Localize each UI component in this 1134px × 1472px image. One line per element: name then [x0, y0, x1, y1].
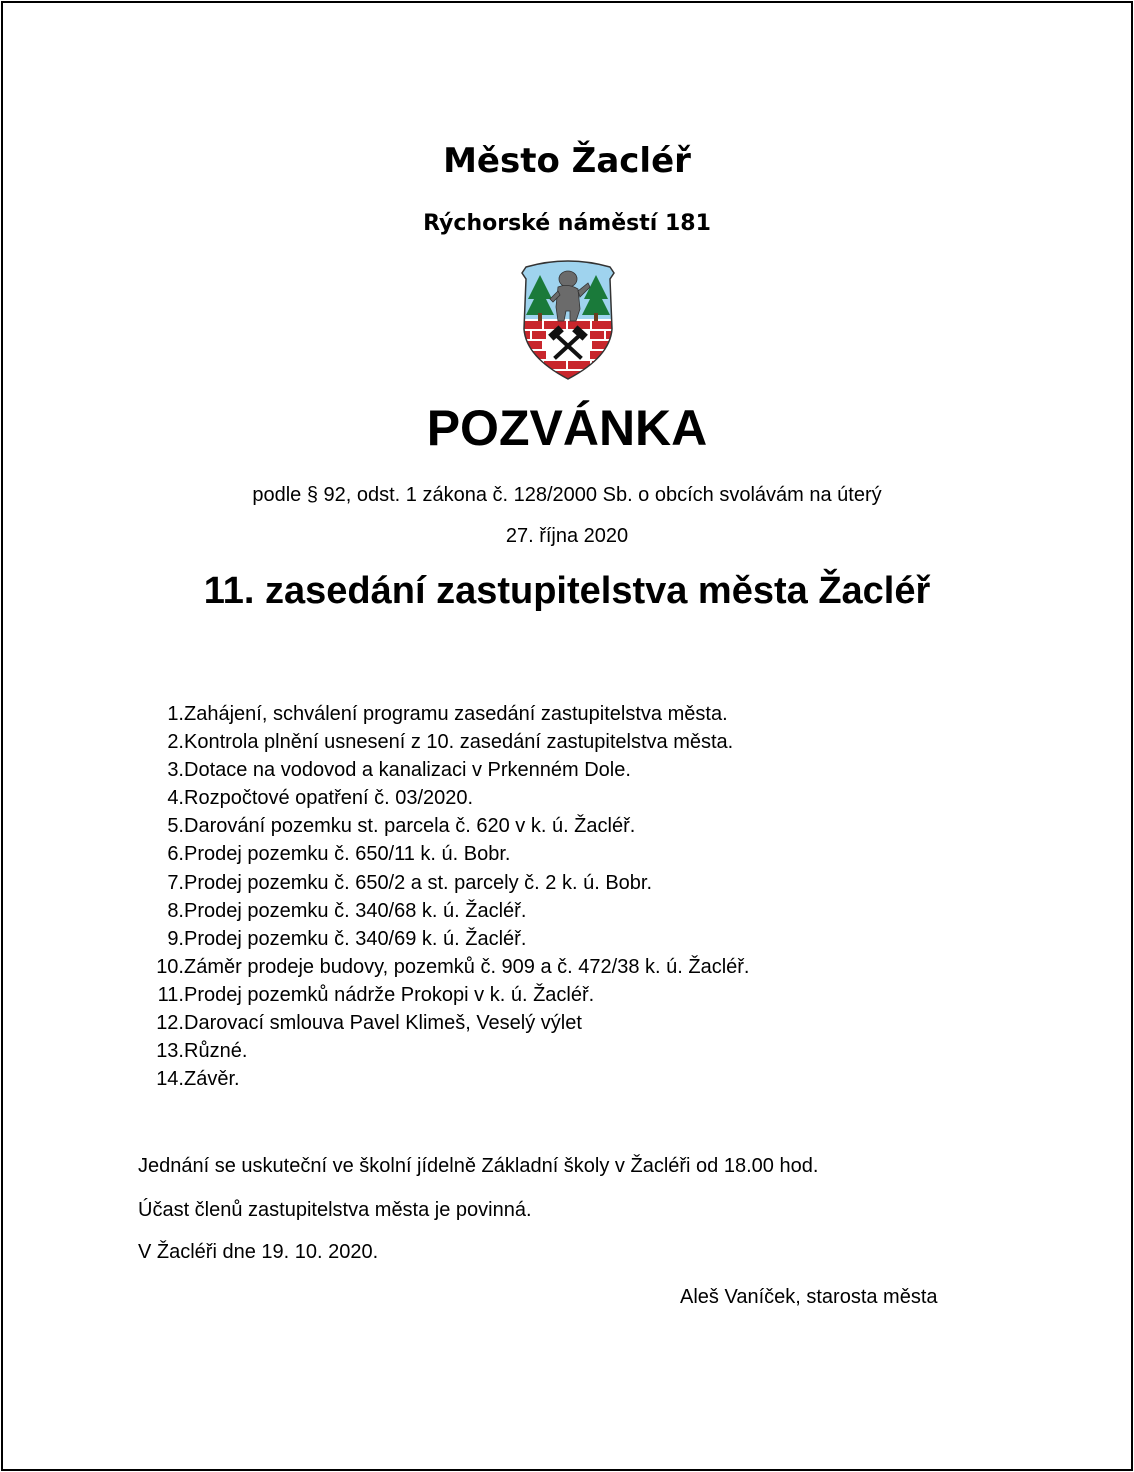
signature: Aleš Vaníček, starosta města — [680, 1286, 938, 1308]
agenda-item — [135, 981, 749, 1009]
agenda-item-label: Prodej pozemku č. 340/68 k. ú. Žacléř. — [184, 899, 527, 922]
agenda-item-number: 14. — [156, 1068, 184, 1091]
agenda-item — [135, 869, 749, 897]
agenda-item — [135, 840, 749, 868]
agenda-item-label: Dotace na vodovod a kanalizaci v Prkenném Dole. — [184, 759, 631, 782]
agenda-item-number: 7. — [167, 871, 184, 894]
agenda-list — [135, 700, 749, 1093]
agenda-item — [135, 728, 749, 756]
agenda-item-number: 3. — [167, 759, 184, 782]
agenda-item-label: Záměr prodeje budovy, pozemků č. 909 a č. 472/38 k. ú. Žacléř. — [184, 955, 750, 978]
agenda-item-label: Různé. — [184, 1040, 248, 1063]
agenda-item-number: 1. — [167, 703, 184, 725]
agenda-item — [135, 784, 749, 812]
agenda-item-label: Prodej pozemku č. 340/69 k. ú. Žacléř. — [184, 927, 527, 950]
city-address: Rýchorské náměstí 181 — [423, 211, 711, 236]
agenda-item-number: 8. — [167, 899, 184, 922]
agenda-item-label: Prodej pozemku č. 650/11 k. ú. Bobr. — [184, 843, 511, 866]
agenda-item-number: 2. — [167, 731, 184, 754]
venue-text: Jednání se uskuteční ve školní jídelně Základní školy v Žacléři od 18.00 hod. — [138, 1155, 819, 1177]
agenda-item-label: Zahájení, schválení programu zasedání zastupitelstva města. — [184, 703, 728, 725]
document-title: POZVÁNKA — [426, 400, 708, 456]
session-title: 11. zasedání zastupitelstva města Žacléř — [203, 570, 931, 612]
agenda-item-label: Darování pozemku st. parcela č. 620 v k. ú. Žacléř. — [184, 815, 636, 838]
agenda-item — [135, 700, 749, 728]
agenda-item-label: Rozpočtové opatření č. 03/2020. — [184, 787, 474, 810]
city-name: Město Žacléř — [443, 141, 691, 181]
agenda-item-number: 10. — [156, 955, 184, 978]
agenda-item — [135, 1009, 749, 1037]
meeting-date: 27. října 2020 — [505, 525, 629, 547]
attendance-text: Účast členů zastupitelstva města je povinná. — [138, 1199, 532, 1221]
agenda-item-label: Prodej pozemků nádrže Prokopi v k. ú. Žacléř. — [184, 983, 595, 1006]
agenda-item-label: Závěr. — [184, 1068, 240, 1091]
agenda-item — [135, 953, 749, 981]
agenda-item-text — [184, 700, 728, 728]
agenda-item — [135, 925, 749, 953]
agenda-item-number: 13. — [156, 1040, 184, 1063]
agenda-item-number: 6. — [167, 843, 184, 866]
agenda-item-number: 4. — [167, 787, 184, 810]
agenda-item-number: 5. — [167, 815, 184, 838]
agenda-item-label: Darovací smlouva Pavel Klimeš, Veselý výlet — [184, 1012, 582, 1035]
agenda-item — [135, 897, 749, 925]
legal-basis: podle § 92, odst. 1 zákona č. 128/2000 Sb. o obcích svolávám na úterý — [252, 484, 882, 506]
coat-of-arms-icon — [520, 259, 616, 381]
place-date-text: V Žacléři dne 19. 10. 2020. — [138, 1241, 379, 1263]
agenda-item-number: 12. — [156, 1012, 184, 1035]
agenda-item — [135, 812, 749, 840]
agenda-item — [135, 756, 749, 784]
agenda-item — [135, 1065, 749, 1093]
agenda-item-label: Prodej pozemku č. 650/2 a st. parcely č. 2 k. ú. Bobr. — [184, 871, 653, 894]
agenda-item-number: 9. — [167, 927, 184, 950]
agenda-item-number: 11. — [157, 983, 184, 1006]
agenda-item — [135, 1037, 749, 1065]
agenda-item-label: Kontrola plnění usnesení z 10. zasedání zastupitelstva města. — [184, 731, 734, 754]
